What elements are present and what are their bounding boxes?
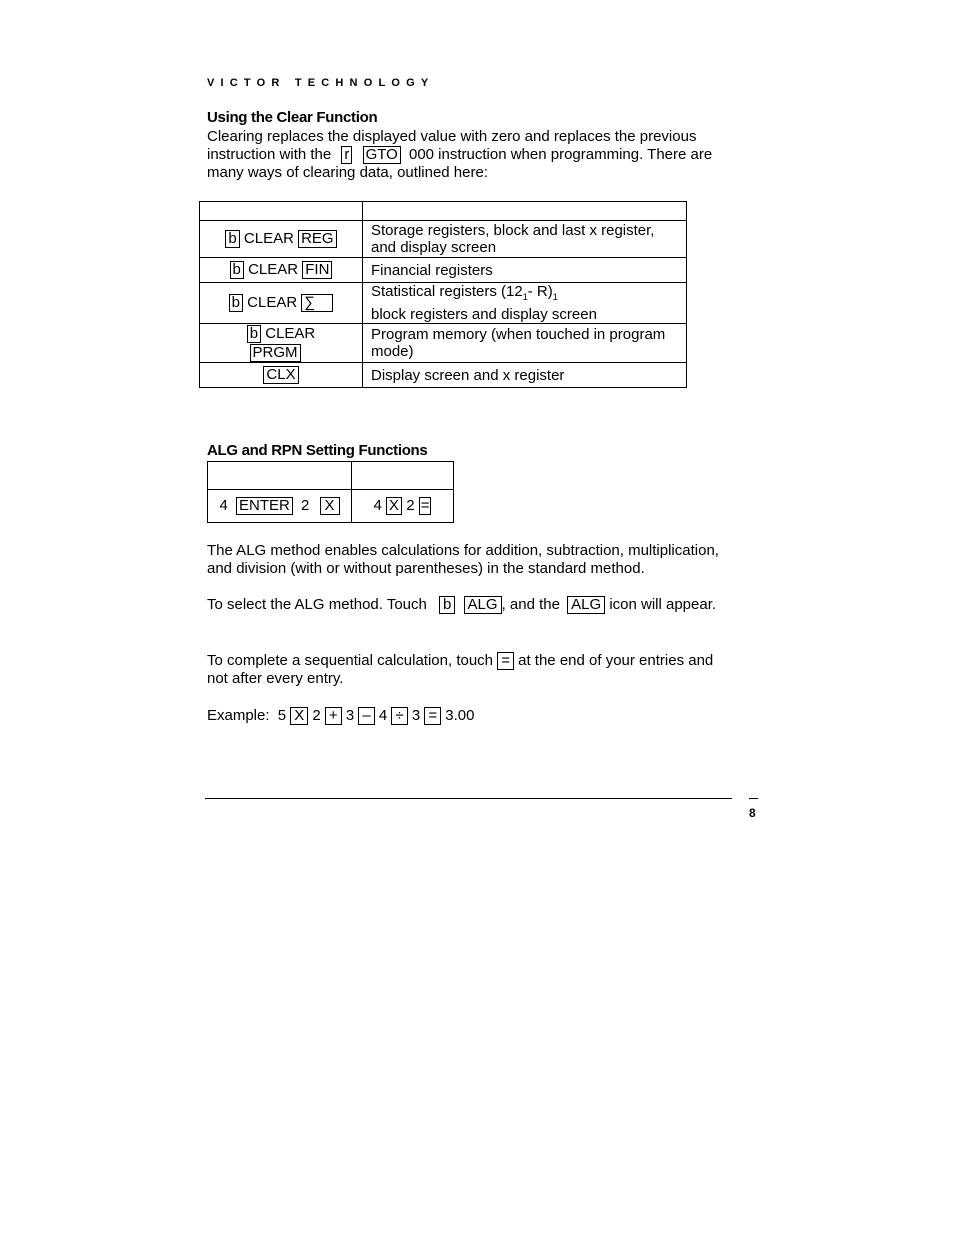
multiply-key: X bbox=[290, 707, 308, 725]
multiply-key: X bbox=[386, 497, 402, 515]
digit: 4 bbox=[219, 497, 228, 514]
clear-label: CLEAR bbox=[248, 261, 299, 278]
digit: 4 bbox=[378, 707, 388, 724]
table-header-cell bbox=[208, 462, 352, 490]
multiply-key: X bbox=[320, 497, 340, 515]
paragraph-text: , and the bbox=[501, 596, 560, 613]
clear-intro-line-3: many ways of clearing data, outlined here: bbox=[207, 164, 488, 181]
paragraph-text: To complete a sequential calculation, touch bbox=[207, 652, 494, 669]
key-line bbox=[200, 324, 362, 343]
table-row bbox=[200, 363, 687, 388]
alg-icon-key: ALG bbox=[567, 596, 605, 614]
equals-key: = bbox=[497, 652, 514, 670]
clear-intro bbox=[207, 128, 712, 182]
example-label: Example: bbox=[207, 707, 270, 724]
plus-key: + bbox=[325, 707, 342, 725]
paragraph-line: and division (with or without parentheses) in the standard method. bbox=[207, 560, 645, 577]
fin-key: FIN bbox=[302, 261, 332, 279]
description-line: mode) bbox=[371, 343, 414, 360]
sigma-key: ∑ bbox=[301, 294, 333, 312]
clear-intro-line-1: Clearing replaces the displayed value with zero and replaces the previous bbox=[207, 128, 697, 145]
description-line: block registers and display screen bbox=[371, 306, 597, 323]
alg-key: ALG bbox=[464, 596, 502, 614]
digit: 5 bbox=[277, 707, 287, 724]
reg-key: REG bbox=[298, 230, 337, 248]
equals-key: = bbox=[424, 707, 441, 725]
key-combo-cell bbox=[200, 221, 363, 258]
table-row bbox=[200, 258, 687, 283]
paragraph-line: The ALG method enables calculations for addition, subtraction, multiplication, bbox=[207, 542, 719, 559]
example-line bbox=[207, 707, 474, 725]
intro-text: instruction with the bbox=[207, 146, 332, 163]
clear-intro-line-2 bbox=[207, 146, 712, 164]
paragraph-text: To select the ALG method. Touch bbox=[207, 596, 427, 613]
table-row bbox=[208, 490, 454, 523]
table-header-cell bbox=[363, 202, 687, 221]
paragraph-line: not after every entry. bbox=[207, 670, 344, 687]
paragraph-line bbox=[207, 652, 713, 670]
alg-paragraph-3 bbox=[207, 652, 713, 688]
description-cell bbox=[363, 258, 687, 283]
result-value: 3.00 bbox=[445, 707, 475, 724]
r-key: r bbox=[341, 146, 352, 164]
gto-key: GTO bbox=[363, 146, 401, 164]
section-title-clear: Using the Clear Function bbox=[207, 109, 378, 126]
table-header-row bbox=[200, 202, 687, 221]
divide-key: ÷ bbox=[391, 707, 407, 725]
description-cell bbox=[363, 221, 687, 258]
description-cell bbox=[363, 363, 687, 388]
paragraph-text: at the end of your entries and bbox=[518, 652, 714, 669]
b-key: b bbox=[225, 230, 239, 248]
digit: 4 bbox=[373, 497, 382, 514]
minus-key: – bbox=[358, 707, 374, 725]
key-combo-cell bbox=[200, 283, 363, 324]
digit: 2 bbox=[406, 497, 415, 514]
page-number: 8 bbox=[749, 806, 756, 820]
footer-rule bbox=[205, 798, 732, 799]
digit: 2 bbox=[301, 497, 310, 514]
description-line: Storage registers, block and last x register, bbox=[371, 222, 655, 239]
prgm-key: PRGM bbox=[250, 344, 301, 362]
table-header-row bbox=[208, 462, 454, 490]
alg-paragraph-1 bbox=[207, 542, 719, 578]
equals-key: = bbox=[420, 497, 430, 514]
subscript: 1 bbox=[522, 292, 528, 302]
clear-label: CLEAR bbox=[247, 294, 298, 311]
key-combo-cell bbox=[200, 363, 363, 388]
clear-table bbox=[199, 201, 687, 388]
intro-text: 000 instruction when programming. There are bbox=[408, 146, 713, 163]
brand-header: VICTOR TECHNOLOGY bbox=[207, 77, 435, 89]
digit: 2 bbox=[312, 707, 321, 724]
table-header-cell bbox=[200, 202, 363, 221]
subscript: 1 bbox=[552, 292, 558, 302]
paragraph-text: icon will appear. bbox=[609, 596, 717, 613]
alg-rpn-table bbox=[207, 461, 454, 523]
description-line: and display screen bbox=[371, 239, 497, 256]
table-header-cell bbox=[352, 462, 454, 490]
clx-key: CLX bbox=[263, 366, 298, 384]
b-key: b bbox=[247, 325, 261, 343]
b-key: b bbox=[439, 596, 455, 614]
key-line bbox=[188, 343, 362, 362]
description-line: Program memory (when touched in program bbox=[371, 326, 666, 343]
description-cell bbox=[363, 324, 687, 363]
description-line: Financial registers bbox=[371, 261, 493, 279]
clear-label: CLEAR bbox=[265, 325, 316, 342]
digit: 3 bbox=[411, 707, 421, 724]
table-row bbox=[200, 283, 687, 324]
clear-label: CLEAR bbox=[243, 230, 294, 247]
alg-example-cell bbox=[352, 490, 454, 523]
enter-key: ENTER bbox=[236, 497, 293, 515]
b-key: b bbox=[229, 294, 243, 312]
table-row bbox=[200, 221, 687, 258]
key-combo-cell bbox=[200, 324, 363, 363]
rpn-example-cell bbox=[208, 490, 352, 523]
section-title-alg: ALG and RPN Setting Functions bbox=[207, 442, 428, 459]
key-combo-cell bbox=[200, 258, 363, 283]
alg-paragraph-2 bbox=[207, 596, 716, 614]
desc-text: - R) bbox=[527, 283, 553, 300]
b-key: b bbox=[230, 261, 244, 279]
description-line bbox=[371, 283, 678, 306]
digit: 3 bbox=[345, 707, 355, 724]
desc-text: Statistical registers (12 bbox=[371, 283, 523, 300]
description-line: Display screen and x register bbox=[371, 366, 565, 384]
table-row bbox=[200, 324, 687, 363]
description-cell bbox=[363, 283, 687, 324]
footer-tick bbox=[749, 798, 758, 799]
